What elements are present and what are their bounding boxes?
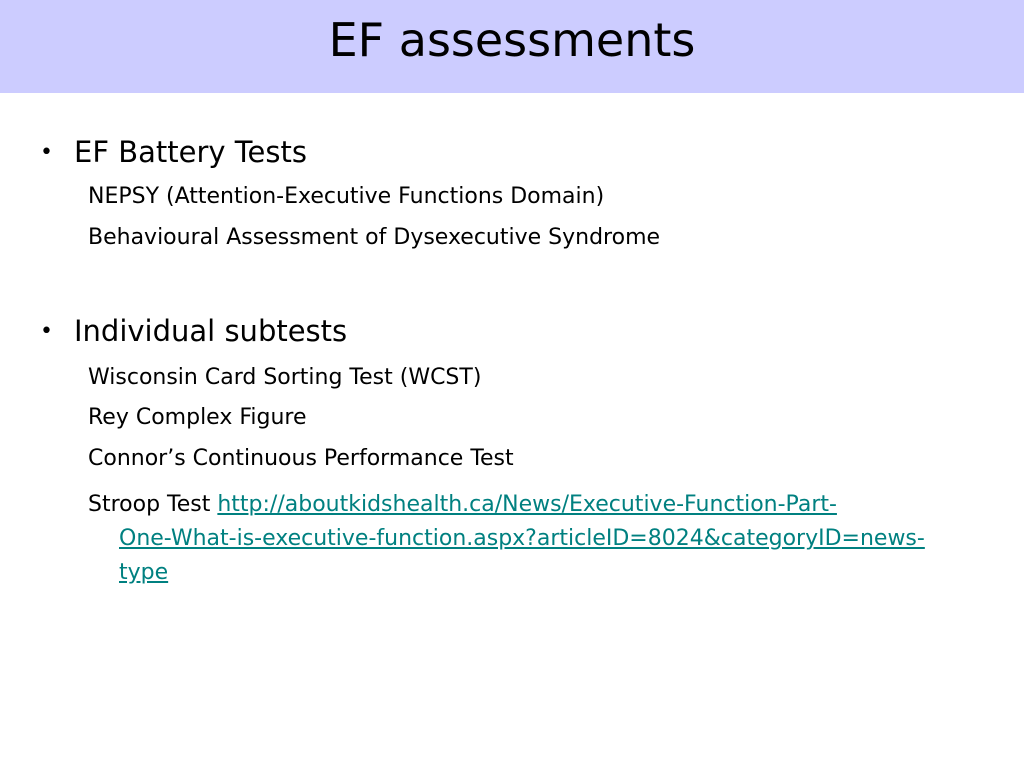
bullet-icon: • (40, 140, 53, 165)
list-item-rey-complex-figure: Rey Complex Figure (88, 405, 307, 430)
aboutkidshealth-link-end[interactable]: type (119, 560, 169, 585)
section-ef-battery-tests (40, 135, 307, 170)
section-heading: Individual subtests (74, 314, 348, 348)
list-item-wcst: Wisconsin Card Sorting Test (WCST) (88, 365, 482, 390)
list-item-nepsy: NEPSY (Attention-Executive Functions Domain) (88, 184, 605, 209)
section-individual-subtests (40, 314, 347, 349)
section-heading: EF Battery Tests (74, 135, 307, 169)
stroop-label: Stroop Test (88, 492, 211, 517)
aboutkidshealth-link-continued[interactable]: One-What-is-executive-function.aspx?articleID=8024&categoryID=news- (119, 526, 925, 551)
list-item-connors-cpt: Connor’s Continuous Performance Test (88, 446, 514, 471)
aboutkidshealth-link[interactable]: http://aboutkidshealth.ca/News/Executive-Function-Part- (217, 492, 837, 517)
bullet-icon: • (40, 319, 53, 344)
list-item-bads: Behavioural Assessment of Dysexecutive Syndrome (88, 225, 661, 250)
list-item-stroop-test (88, 488, 1024, 590)
slide-title: EF assessments (328, 13, 696, 67)
